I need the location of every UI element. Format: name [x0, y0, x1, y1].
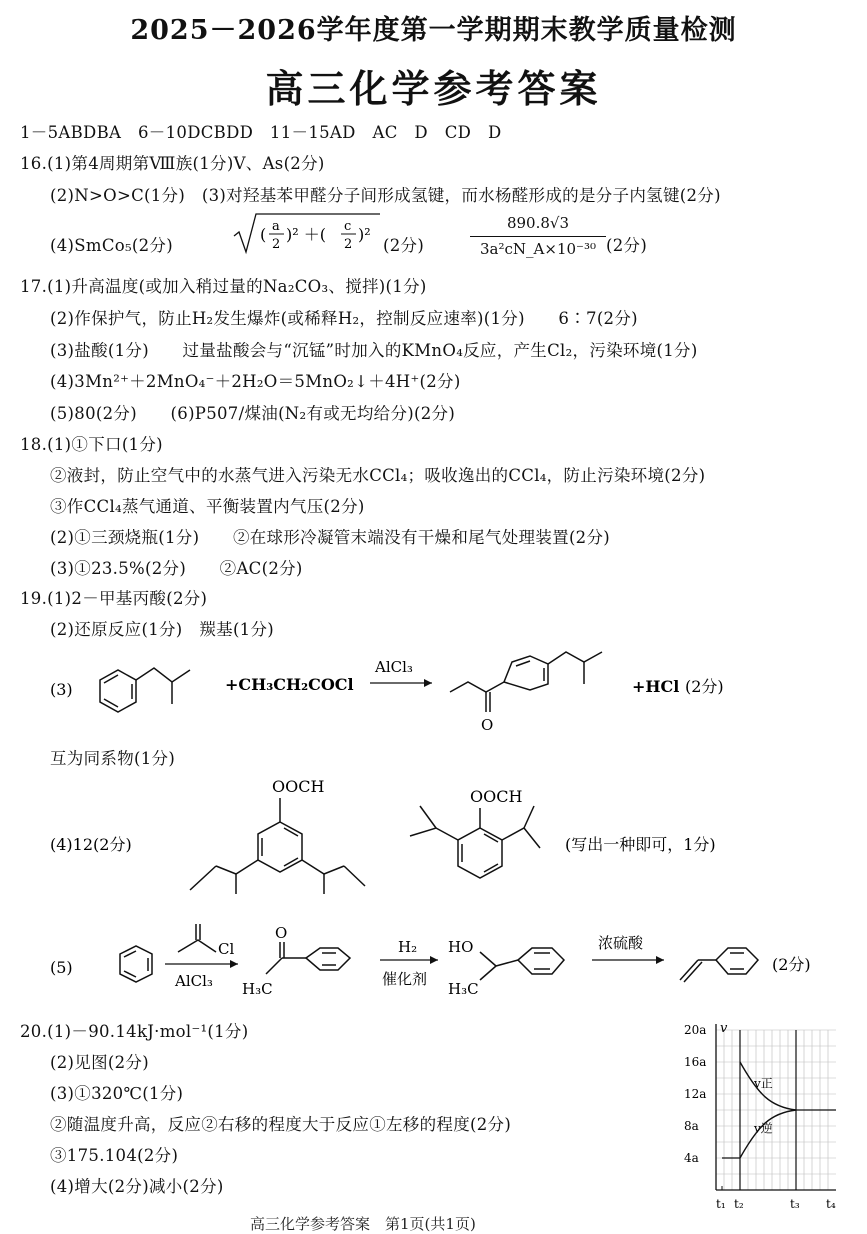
- q20-line5: ③175.104(2分): [50, 1146, 179, 1165]
- rate-time-chart: [682, 1020, 844, 1224]
- q16-line2: (2)N>O>C(1分) (3)对羟基苯甲醛分子间形成氢键，而水杨醛形成的是分子内氢键(2分): [50, 186, 721, 205]
- svg-text:2: 2: [344, 237, 353, 252]
- r4-group-b: OOCH: [470, 787, 523, 806]
- r5-score: (2分): [772, 955, 811, 974]
- q18-line4: (2)①三颈烧瓶(1分) ②在球形冷凝管末端没有干燥和尾气处理装置(2分): [50, 528, 611, 547]
- x-tick-label: t₃: [790, 1197, 800, 1211]
- r5-oxygen: O: [275, 924, 288, 942]
- x-tick-label: t₁: [716, 1197, 726, 1211]
- svg-text:)²: )²: [358, 225, 371, 244]
- exam-title: 2025－2026学年度第一学期期末教学质量检测: [130, 15, 737, 46]
- sqrt-formula: [232, 210, 392, 256]
- q17-line3: (3)盐酸(1分) 过量盐酸会与“沉锰”时加入的KMnO₄反应，产生Cl₂，污染环境(1分): [50, 341, 698, 360]
- r5-hydroxyl: HO: [448, 938, 474, 956]
- q18-line2: ②液封，防止空气中的水蒸气进入污染无水CCl₄；吸收逸出的CCl₄，防止污染环境(2分): [50, 466, 706, 485]
- y-axis-label: v: [720, 1021, 728, 1036]
- q18-line3: ③作CCl₄蒸气通道、平衡装置内气压(2分): [50, 497, 365, 516]
- q20-line2: (2)见图(2分): [50, 1053, 149, 1072]
- q16-score-c: (2分): [606, 236, 648, 255]
- y-tick-label: 12a: [684, 1087, 707, 1101]
- y-tick-label: 4a: [684, 1151, 699, 1165]
- q17-line2: (2)作保护气，防止H₂发生爆炸(或稀释H₂，控制反应速率)(1分) 6∶7(2分): [50, 309, 638, 328]
- synthesis-5: [40, 918, 840, 1018]
- fraction-numerator: 890.8√3: [506, 214, 570, 232]
- q19-line2: (2)还原反应(1分) 羰基(1分): [50, 620, 275, 639]
- q17-line1: 17.(1)升高温度(或加入稍过量的Na₂CO₃、搅拌)(1分): [20, 277, 427, 296]
- r5-h3c-a: H₃C: [242, 980, 273, 998]
- q20-line6: (4)增大(2分)减小(2分): [50, 1177, 224, 1196]
- svg-text:)² ＋(: )² ＋(: [286, 225, 326, 244]
- y-tick-label: 20a: [684, 1023, 707, 1037]
- q20-line4: ②随温度升高，反应②右移的程度大于反应①左移的程度(2分): [50, 1115, 512, 1134]
- r5-catalyst1: AlCl₃: [175, 972, 213, 990]
- q19-tongxi: 互为同系物(1分): [50, 749, 176, 768]
- svg-text:c: c: [344, 219, 352, 234]
- v-reverse-label: v逆: [754, 1121, 773, 1136]
- r5-label: (5): [50, 958, 73, 977]
- r3-score: (2分): [685, 677, 724, 696]
- q17-line5: (5)80(2分) (6)P507/煤油(N₂有或无均给分)(2分): [50, 404, 456, 423]
- r4-note: (写出一种即可，1分): [565, 835, 716, 854]
- r5-chlorine: Cl: [218, 940, 235, 958]
- fraction-denominator: 3a²cN_A×10⁻³⁰: [480, 240, 596, 258]
- q18-line5: (3)①23.5%(2分) ②AC(2分): [50, 559, 303, 578]
- q20-line3: (3)①320℃(1分): [50, 1084, 184, 1103]
- r3-label: (3): [50, 680, 73, 699]
- svg-text:a: a: [272, 219, 280, 234]
- answer-key-title: 高三化学参考答案: [265, 66, 602, 111]
- q18-line1: 18.(1)①下口(1分): [20, 435, 163, 454]
- q16-score-b: (2分): [383, 236, 425, 255]
- r3-product: +HCl: [632, 677, 680, 696]
- r5-hydrogen: H₂: [398, 938, 418, 956]
- r5-catalyst2: 催化剂: [382, 970, 428, 988]
- x-tick-label: t₂: [734, 1197, 744, 1211]
- page-footer: 高三化学参考答案 第1页(共1页): [250, 1215, 476, 1233]
- q19-line1: 19.(1)2－甲基丙酸(2分): [20, 589, 208, 608]
- fraction-bar: [470, 236, 606, 237]
- r3-reagent: +CH₃CH₂COCl: [225, 675, 354, 694]
- q16-line3: (4)SmCo₅(2分): [50, 236, 173, 255]
- svg-text:(: (: [260, 225, 267, 244]
- v-forward-label: v正: [754, 1076, 773, 1091]
- y-tick-label: 8a: [684, 1119, 699, 1133]
- y-tick-label: 16a: [684, 1055, 707, 1069]
- svg-text:2: 2: [272, 237, 281, 252]
- r4-label: (4)12(2分): [50, 835, 132, 854]
- q17-line4: (4)3Mn²⁺＋2MnO₄⁻＋2H₂O＝5MnO₂↓＋4H⁺(2分): [50, 372, 461, 391]
- r5-h3c-b: H₃C: [448, 980, 479, 998]
- r3-oxygen: O: [481, 716, 494, 734]
- r3-catalyst: AlCl₃: [375, 658, 413, 676]
- r4-group-a: OOCH: [272, 777, 325, 796]
- r5-acid: 浓硫酸: [598, 934, 644, 952]
- mc-answers: 1－5ABDBA 6－10DCBDD 11－15AD AC D CD D: [20, 123, 502, 142]
- q16-line1: 16.(1)第4周期第Ⅷ族(1分)V、As(2分): [20, 154, 325, 173]
- x-tick-label: t₄: [826, 1197, 836, 1211]
- q20-line1: 20.(1)－90.14kJ·mol⁻¹(1分): [20, 1022, 249, 1041]
- isomers-4: [40, 770, 820, 910]
- reaction-3: [40, 640, 840, 740]
